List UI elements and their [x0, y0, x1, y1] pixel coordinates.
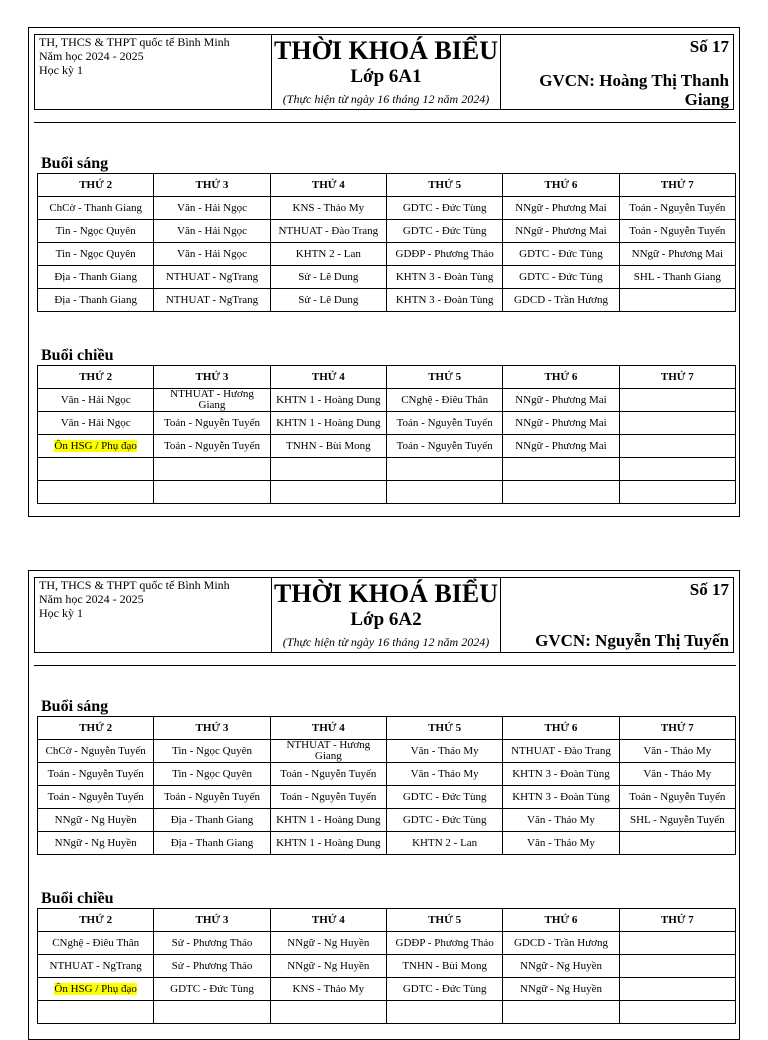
- timetable-cell: Địa - Thanh Giang: [38, 266, 154, 289]
- timetable-cell: NNgữ - Ng Huyền: [503, 978, 619, 1001]
- timetable-cell: GDTC - Đức Tùng: [503, 243, 619, 266]
- effective-date: (Thực hiện từ ngày 16 tháng 12 năm 2024): [282, 92, 490, 106]
- timetable-number: Số 17: [689, 580, 729, 599]
- timetable-cell: [386, 458, 502, 481]
- highlighted-session: Ôn HSG / Phụ đạo: [54, 439, 137, 452]
- table-row: [38, 740, 736, 763]
- timetable-cell: NNgữ - Phương Mai: [503, 389, 619, 412]
- timetable-6a1: [28, 27, 740, 517]
- timetable-cell: [619, 1001, 735, 1024]
- timetable-cell: [619, 289, 735, 312]
- morning-table: [37, 716, 736, 855]
- table-row: [38, 978, 736, 1001]
- day-header: THỨ 5: [386, 909, 502, 932]
- timetable-cell: [38, 458, 154, 481]
- timetable-cell: NNgữ - Phương Mai: [503, 220, 619, 243]
- timetable-cell: Địa - Thanh Giang: [154, 832, 270, 855]
- timetable-cell: [619, 458, 735, 481]
- timetable-cell: Toán - Nguyễn Tuyến: [154, 412, 270, 435]
- timetable-cell: Sử - Lê Dung: [270, 266, 386, 289]
- timetable-6a2: [28, 570, 740, 1040]
- morning-rows: [38, 197, 736, 312]
- timetable-cell: [619, 832, 735, 855]
- timetable-cell: ChCờ - Nguyễn Tuyến: [38, 740, 154, 763]
- timetable-cell: NNgữ - Phương Mai: [503, 435, 619, 458]
- timetable-cell: Toán - Nguyễn Tuyến: [386, 412, 502, 435]
- class-name: Lớp 6A2: [350, 609, 422, 630]
- afternoon-rows: [38, 389, 736, 504]
- timetable-cell: SHL - Nguyễn Tuyến: [619, 809, 735, 832]
- day-header: THỨ 3: [154, 909, 270, 932]
- effective-date: (Thực hiện từ ngày 16 tháng 12 năm 2024): [282, 635, 490, 649]
- table-row: [38, 197, 736, 220]
- timetable-cell: KHTN 1 - Hoàng Dung: [270, 832, 386, 855]
- timetable-cell: [619, 481, 735, 504]
- day-header: THỨ 6: [503, 909, 619, 932]
- timetable-cell: Sử - Phương Thảo: [154, 932, 270, 955]
- table-row: [38, 832, 736, 855]
- homeroom-teacher: GVCN: Nguyễn Thị Tuyến: [535, 631, 729, 650]
- table-row: [38, 1001, 736, 1024]
- timetable-cell: KNS - Thảo My: [270, 197, 386, 220]
- timetable-cell: Toán - Nguyễn Tuyến: [619, 197, 735, 220]
- timetable-cell: NNgữ - Phương Mai: [503, 197, 619, 220]
- timetable-cell: GDĐP - Phương Thảo: [386, 243, 502, 266]
- school-info: [35, 578, 271, 652]
- timetable-cell: GDTC - Đức Tùng: [386, 220, 502, 243]
- timetable-cell: NTHUAT - Đào Trang: [270, 220, 386, 243]
- timetable-cell: Văn - Hải Ngọc: [154, 220, 270, 243]
- school-info: [35, 35, 271, 109]
- timetable-cell: Văn - Hải Ngọc: [154, 197, 270, 220]
- timetable-cell: [619, 955, 735, 978]
- class-name: Lớp 6A1: [350, 66, 422, 87]
- timetable-cell: NTHUAT - Hương Giang: [154, 389, 270, 412]
- timetable-title: THỜI KHOÁ BIỂU: [274, 36, 498, 65]
- table-row: [38, 435, 736, 458]
- timetable-cell: Toán - Nguyễn Tuyến: [386, 435, 502, 458]
- timetable-cell: Văn - Thảo My: [619, 740, 735, 763]
- school-year: Năm học 2024 - 2025: [39, 49, 144, 63]
- day-header: THỨ 7: [619, 717, 735, 740]
- timetable-cell: [154, 458, 270, 481]
- day-header: THỨ 5: [386, 717, 502, 740]
- table-row: [38, 932, 736, 955]
- timetable-cell: KHTN 3 - Đoàn Tùng: [386, 289, 502, 312]
- day-header: THỨ 2: [38, 366, 154, 389]
- timetable-cell: Văn - Thảo My: [503, 832, 619, 855]
- timetable-cell: NTHUAT - NgTrang: [154, 266, 270, 289]
- morning-rows: [38, 740, 736, 855]
- timetable-cell: NNgữ - Ng Huyền: [38, 832, 154, 855]
- timetable-number: Số 17: [689, 37, 729, 56]
- timetable-cell: NTHUAT - Hương Giang: [270, 740, 386, 763]
- timetable-cell: Địa - Thanh Giang: [154, 809, 270, 832]
- teacher-block: [501, 578, 733, 652]
- timetable-cell: [154, 481, 270, 504]
- day-header: THỨ 4: [270, 174, 386, 197]
- timetable-cell: Văn - Thảo My: [619, 763, 735, 786]
- morning-table: [37, 173, 736, 312]
- timetable-cell: NNgữ - Phương Mai: [619, 243, 735, 266]
- school-name: TH, THCS & THPT quốc tế Bình Minh: [39, 35, 230, 49]
- timetable-cell: [619, 435, 735, 458]
- timetable-cell: KHTN 1 - Hoàng Dung: [270, 412, 386, 435]
- table-row: [38, 266, 736, 289]
- table-row: [38, 289, 736, 312]
- day-header: THỨ 6: [503, 366, 619, 389]
- day-header: THỨ 7: [619, 909, 735, 932]
- timetable-cell: Văn - Hải Ngọc: [38, 412, 154, 435]
- timetable-header: [34, 577, 734, 653]
- afternoon-label: Buổi chiều: [41, 890, 114, 907]
- timetable-cell: CNghệ - Điêu Thân: [38, 932, 154, 955]
- timetable-cell: NNgữ - Phương Mai: [503, 412, 619, 435]
- timetable-cell: [503, 458, 619, 481]
- timetable-cell: [270, 1001, 386, 1024]
- timetable-cell: Toán - Nguyễn Tuyến: [38, 763, 154, 786]
- timetable-cell: [270, 458, 386, 481]
- school-name: TH, THCS & THPT quốc tế Bình Minh: [39, 578, 230, 592]
- morning-label: Buổi sáng: [41, 698, 109, 715]
- timetable-cell: [154, 1001, 270, 1024]
- timetable-cell: KHTN 1 - Hoàng Dung: [270, 809, 386, 832]
- timetable-cell: [270, 481, 386, 504]
- timetable-cell: NTHUAT - NgTrang: [38, 955, 154, 978]
- table-row: [38, 243, 736, 266]
- timetable-cell: Tin - Ngọc Quyên: [38, 220, 154, 243]
- timetable-cell: Văn - Thảo My: [503, 809, 619, 832]
- afternoon-label: Buổi chiều: [41, 347, 114, 364]
- title-block: [271, 35, 501, 109]
- timetable-cell: ChCờ - Thanh Giang: [38, 197, 154, 220]
- timetable-cell: Toán - Nguyễn Tuyến: [154, 786, 270, 809]
- timetable-cell: Văn - Thảo My: [386, 763, 502, 786]
- timetable-cell: GDTC - Đức Tùng: [503, 266, 619, 289]
- timetable-cell: GDCD - Trần Hương: [503, 289, 619, 312]
- day-header: THỨ 4: [270, 909, 386, 932]
- timetable-cell: Tin - Ngọc Quyên: [154, 740, 270, 763]
- timetable-cell: NNgữ - Ng Huyền: [38, 809, 154, 832]
- morning-label: Buổi sáng: [41, 155, 109, 172]
- timetable-cell: [503, 1001, 619, 1024]
- divider: [34, 122, 736, 123]
- timetable-cell: Tin - Ngọc Quyên: [154, 763, 270, 786]
- table-header-row: [38, 909, 736, 932]
- timetable-cell: [503, 481, 619, 504]
- timetable-cell: KHTN 3 - Đoàn Tùng: [386, 266, 502, 289]
- semester: Học kỳ 1: [39, 63, 83, 77]
- timetable-cell: KHTN 3 - Đoàn Tùng: [503, 763, 619, 786]
- timetable-cell: GDĐP - Phương Thảo: [386, 932, 502, 955]
- timetable-cell: SHL - Thanh Giang: [619, 266, 735, 289]
- timetable-cell: NNgữ - Ng Huyền: [270, 932, 386, 955]
- timetable-cell: GDCD - Trần Hương: [503, 932, 619, 955]
- table-header-row: [38, 174, 736, 197]
- timetable-cell: CNghệ - Điêu Thân: [386, 389, 502, 412]
- timetable-cell: Văn - Thảo My: [386, 740, 502, 763]
- timetable-header: [34, 34, 734, 110]
- day-header: THỨ 4: [270, 717, 386, 740]
- table-row: [38, 458, 736, 481]
- timetable-cell: GDTC - Đức Tùng: [386, 978, 502, 1001]
- timetable-cell: GDTC - Đức Tùng: [154, 978, 270, 1001]
- day-header: THỨ 6: [503, 174, 619, 197]
- timetable-cell: [38, 1001, 154, 1024]
- timetable-cell: GDTC - Đức Tùng: [386, 809, 502, 832]
- table-row: [38, 955, 736, 978]
- timetable-cell: Sử - Lê Dung: [270, 289, 386, 312]
- table-row: [38, 763, 736, 786]
- timetable-cell: [386, 481, 502, 504]
- timetable-cell: NNgữ - Ng Huyền: [503, 955, 619, 978]
- day-header: THỨ 3: [154, 174, 270, 197]
- table-row: [38, 389, 736, 412]
- timetable-title: THỜI KHOÁ BIỂU: [274, 579, 498, 608]
- teacher-block: [501, 35, 733, 109]
- timetable-cell: Toán - Nguyễn Tuyến: [270, 786, 386, 809]
- table-row: [38, 481, 736, 504]
- timetable-cell: NTHUAT - Đào Trang: [503, 740, 619, 763]
- timetable-cell: [38, 978, 154, 1001]
- table-row: [38, 809, 736, 832]
- timetable-cell: Địa - Thanh Giang: [38, 289, 154, 312]
- timetable-cell: [619, 412, 735, 435]
- timetable-cell: KNS - Thảo My: [270, 978, 386, 1001]
- timetable-cell: Văn - Hải Ngọc: [154, 243, 270, 266]
- day-header: THỨ 3: [154, 366, 270, 389]
- table-row: [38, 220, 736, 243]
- divider: [34, 665, 736, 666]
- timetable-cell: GDTC - Đức Tùng: [386, 197, 502, 220]
- timetable-cell: [619, 932, 735, 955]
- day-header: THỨ 2: [38, 174, 154, 197]
- timetable-cell: KHTN 1 - Hoàng Dung: [270, 389, 386, 412]
- day-header: THỨ 4: [270, 366, 386, 389]
- day-header: THỨ 3: [154, 717, 270, 740]
- timetable-cell: Toán - Nguyễn Tuyến: [154, 435, 270, 458]
- table-header-row: [38, 717, 736, 740]
- afternoon-table: [37, 365, 736, 504]
- timetable-cell: [619, 978, 735, 1001]
- timetable-cell: [619, 389, 735, 412]
- timetable-cell: TNHN - Bùi Mong: [270, 435, 386, 458]
- afternoon-rows: [38, 932, 736, 1024]
- timetable-cell: Toán - Nguyễn Tuyến: [619, 786, 735, 809]
- school-year: Năm học 2024 - 2025: [39, 592, 144, 606]
- timetable-cell: GDTC - Đức Tùng: [386, 786, 502, 809]
- table-row: [38, 412, 736, 435]
- afternoon-table: [37, 908, 736, 1024]
- day-header: THỨ 5: [386, 174, 502, 197]
- highlighted-session: Ôn HSG / Phụ đạo: [54, 982, 137, 995]
- timetable-cell: NTHUAT - NgTrang: [154, 289, 270, 312]
- day-header: THỨ 7: [619, 174, 735, 197]
- semester: Học kỳ 1: [39, 606, 83, 620]
- timetable-cell: Toán - Nguyễn Tuyến: [270, 763, 386, 786]
- day-header: THỨ 6: [503, 717, 619, 740]
- timetable-cell: KHTN 3 - Đoàn Tùng: [503, 786, 619, 809]
- timetable-cell: Toán - Nguyễn Tuyến: [38, 786, 154, 809]
- timetable-cell: Toán - Nguyễn Tuyến: [619, 220, 735, 243]
- day-header: THỨ 2: [38, 909, 154, 932]
- table-row: [38, 786, 736, 809]
- homeroom-teacher: GVCN: Hoàng Thị Thanh Giang: [539, 71, 729, 109]
- day-header: THỨ 7: [619, 366, 735, 389]
- timetable-cell: KHTN 2 - Lan: [270, 243, 386, 266]
- timetable-cell: [386, 1001, 502, 1024]
- timetable-cell: TNHN - Bùi Mong: [386, 955, 502, 978]
- timetable-cell: Tin - Ngọc Quyên: [38, 243, 154, 266]
- day-header: THỨ 5: [386, 366, 502, 389]
- table-header-row: [38, 366, 736, 389]
- day-header: THỨ 2: [38, 717, 154, 740]
- title-block: [271, 578, 501, 652]
- timetable-cell: [38, 435, 154, 458]
- timetable-cell: Văn - Hải Ngọc: [38, 389, 154, 412]
- timetable-cell: NNgữ - Ng Huyền: [270, 955, 386, 978]
- timetable-cell: KHTN 2 - Lan: [386, 832, 502, 855]
- timetable-cell: [38, 481, 154, 504]
- timetable-cell: Sử - Phương Thảo: [154, 955, 270, 978]
